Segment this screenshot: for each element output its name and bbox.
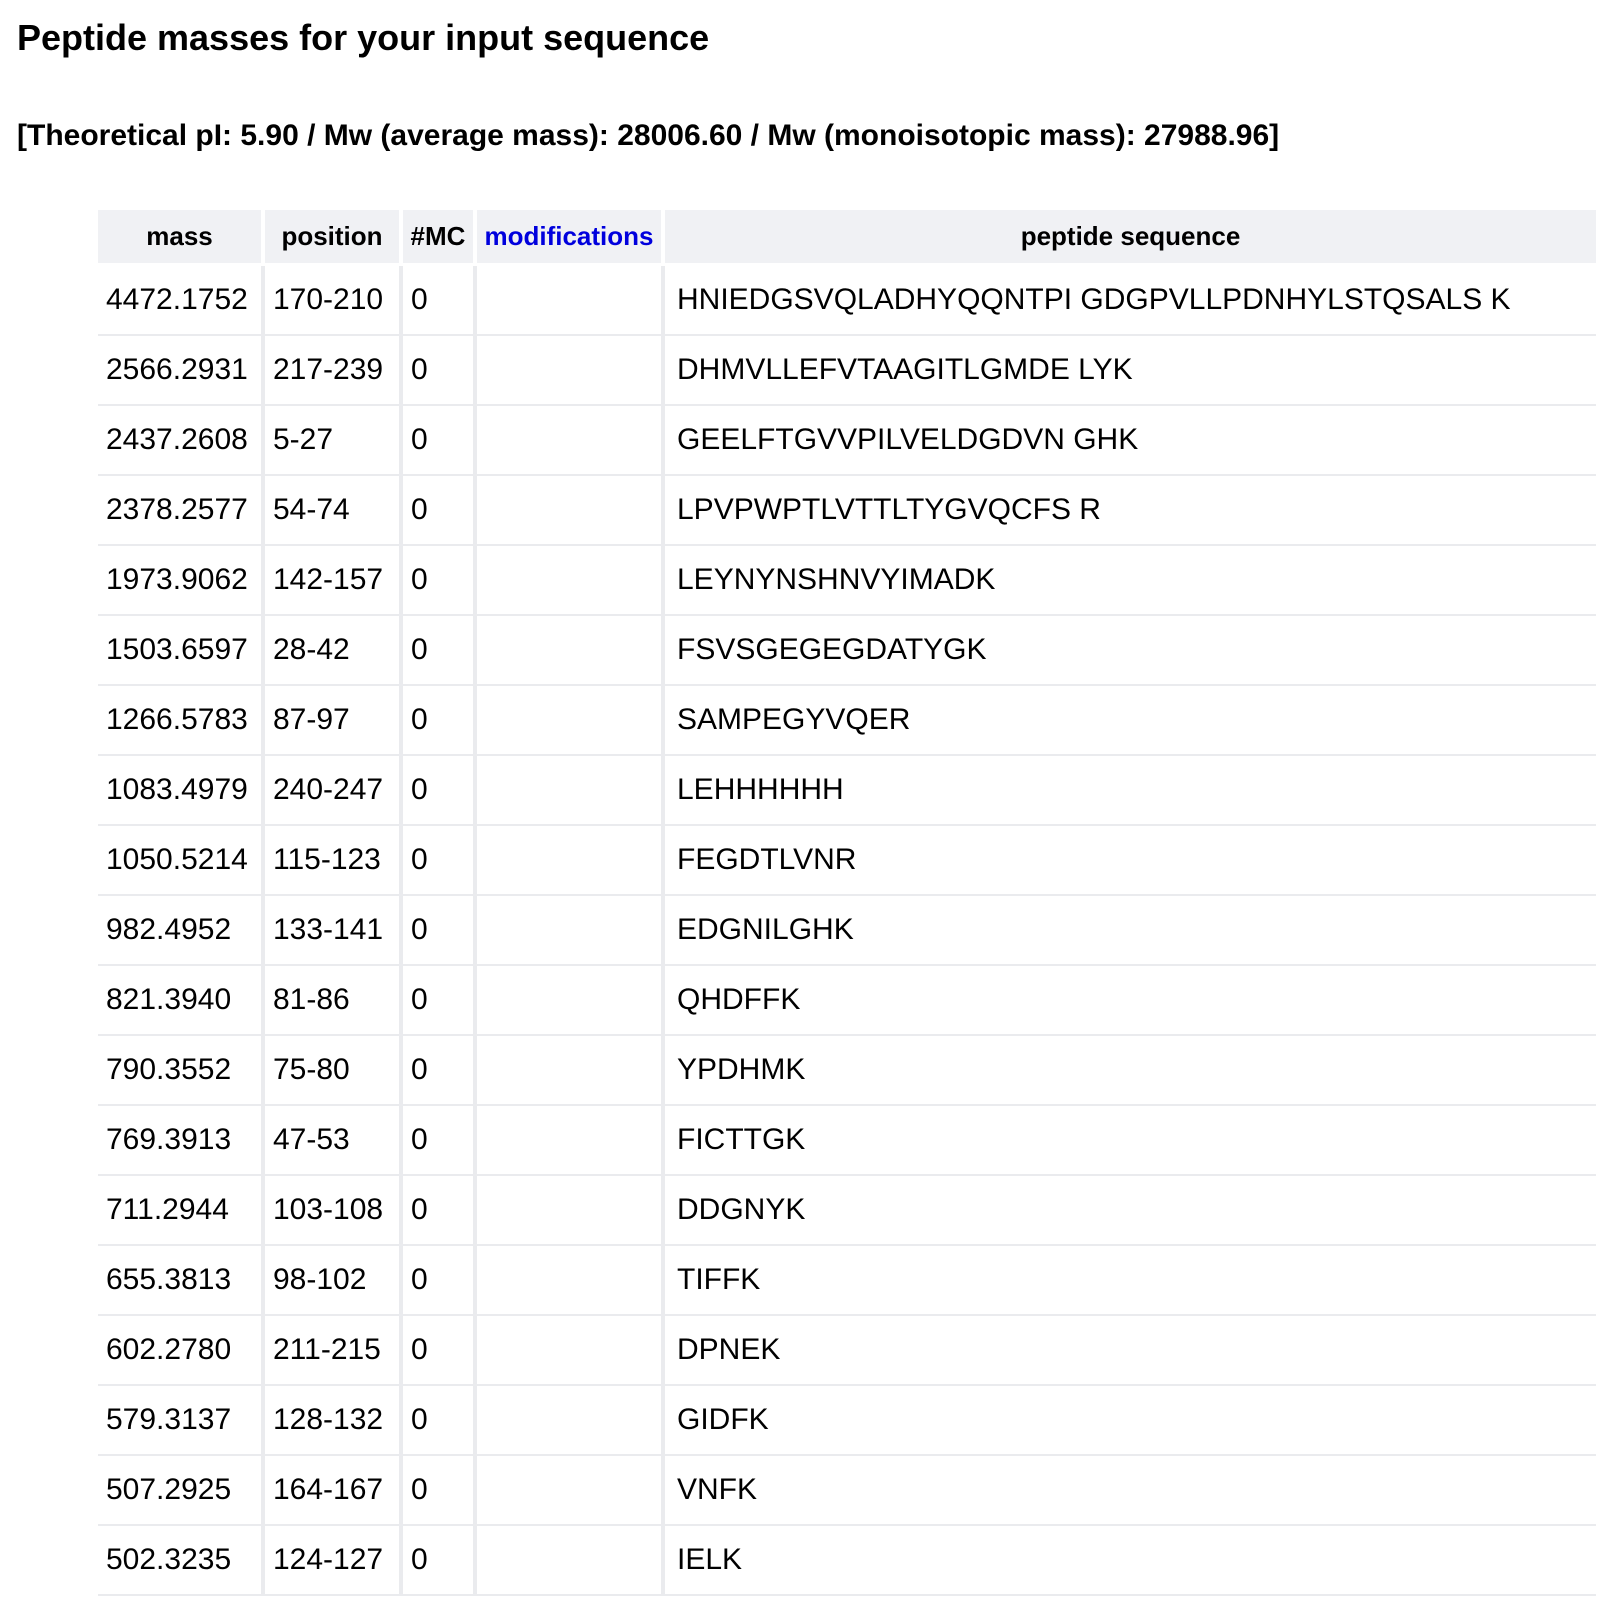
mass-cell: 1050.5214 [98, 826, 265, 896]
peptide-sequence-cell: VNFK [665, 1456, 1596, 1526]
table-row [98, 966, 1596, 1036]
modifications-cell [477, 266, 665, 336]
modifications-cell [477, 966, 665, 1036]
table-row [98, 406, 1596, 476]
header-modifications-link[interactable]: modifications [477, 210, 665, 266]
modifications-cell [477, 336, 665, 406]
position-cell: 81-86 [265, 966, 403, 1036]
peptide-sequence-cell: EDGNILGHK [665, 896, 1596, 966]
mass-cell: 790.3552 [98, 1036, 265, 1106]
modifications-cell [477, 616, 665, 686]
missed-cleavages-cell: 0 [403, 406, 477, 476]
header-mass: mass [98, 210, 265, 266]
missed-cleavages-cell: 0 [403, 336, 477, 406]
header-peptide-sequence: peptide sequence [665, 210, 1596, 266]
mass-cell: 2437.2608 [98, 406, 265, 476]
peptide-sequence-cell: LEYNYNSHNVYIMADK [665, 546, 1596, 616]
mass-cell: 655.3813 [98, 1246, 265, 1316]
mass-cell: 2566.2931 [98, 336, 265, 406]
table-header-row [98, 210, 1596, 266]
missed-cleavages-cell: 0 [403, 476, 477, 546]
missed-cleavages-cell: 0 [403, 1316, 477, 1386]
modifications-cell [477, 1246, 665, 1316]
peptide-table [98, 210, 1596, 1596]
position-cell: 47-53 [265, 1106, 403, 1176]
missed-cleavages-cell: 0 [403, 1036, 477, 1106]
mass-cell: 4472.1752 [98, 266, 265, 336]
mass-cell: 1503.6597 [98, 616, 265, 686]
position-cell: 124-127 [265, 1526, 403, 1596]
modifications-cell [477, 826, 665, 896]
position-cell: 5-27 [265, 406, 403, 476]
modifications-cell [477, 476, 665, 546]
table-body [98, 266, 1596, 1596]
table-row [98, 1316, 1596, 1386]
missed-cleavages-cell: 0 [403, 1456, 477, 1526]
modifications-cell [477, 1316, 665, 1386]
modifications-cell [477, 1526, 665, 1596]
peptide-sequence-cell: SAMPEGYVQER [665, 686, 1596, 756]
table-row [98, 1526, 1596, 1596]
mass-cell: 711.2944 [98, 1176, 265, 1246]
table-row [98, 686, 1596, 756]
modifications-cell [477, 756, 665, 826]
mass-cell: 1083.4979 [98, 756, 265, 826]
modifications-cell [477, 686, 665, 756]
position-cell: 75-80 [265, 1036, 403, 1106]
position-cell: 87-97 [265, 686, 403, 756]
position-cell: 54-74 [265, 476, 403, 546]
peptide-sequence-cell: FICTTGK [665, 1106, 1596, 1176]
mass-cell: 1973.9062 [98, 546, 265, 616]
missed-cleavages-cell: 0 [403, 616, 477, 686]
peptide-sequence-cell: DDGNYK [665, 1176, 1596, 1246]
page-title: Peptide masses for your input sequence [17, 17, 710, 58]
table-row [98, 1246, 1596, 1316]
position-cell: 103-108 [265, 1176, 403, 1246]
position-cell: 28-42 [265, 616, 403, 686]
mass-cell: 769.3913 [98, 1106, 265, 1176]
missed-cleavages-cell: 0 [403, 966, 477, 1036]
position-cell: 170-210 [265, 266, 403, 336]
missed-cleavages-cell: 0 [403, 1526, 477, 1596]
mass-cell: 2378.2577 [98, 476, 265, 546]
peptide-sequence-cell: IELK [665, 1526, 1596, 1596]
peptide-sequence-cell: TIFFK [665, 1246, 1596, 1316]
missed-cleavages-cell: 0 [403, 1246, 477, 1316]
peptide-sequence-cell: LPVPWPTLVTTLTYGVQCFS R [665, 476, 1596, 546]
missed-cleavages-cell: 0 [403, 686, 477, 756]
mass-cell: 579.3137 [98, 1386, 265, 1456]
modifications-cell [477, 1456, 665, 1526]
header-missed-cleavages: #MC [403, 210, 477, 266]
peptide-sequence-cell: FSVSGEGEGDATYGK [665, 616, 1596, 686]
position-cell: 128-132 [265, 1386, 403, 1456]
peptide-sequence-cell: DPNEK [665, 1316, 1596, 1386]
position-cell: 211-215 [265, 1316, 403, 1386]
table-row [98, 1386, 1596, 1456]
table-row [98, 756, 1596, 826]
modifications-cell [477, 1036, 665, 1106]
modifications-cell [477, 406, 665, 476]
modifications-cell [477, 1386, 665, 1456]
missed-cleavages-cell: 0 [403, 546, 477, 616]
modifications-cell [477, 546, 665, 616]
position-cell: 217-239 [265, 336, 403, 406]
peptide-sequence-cell: LEHHHHHH [665, 756, 1596, 826]
position-cell: 115-123 [265, 826, 403, 896]
peptide-sequence-cell: QHDFFK [665, 966, 1596, 1036]
table-row [98, 1036, 1596, 1106]
position-cell: 240-247 [265, 756, 403, 826]
mass-cell: 1266.5783 [98, 686, 265, 756]
position-cell: 164-167 [265, 1456, 403, 1526]
peptide-sequence-cell: GEELFTGVVPILVELDGDVN GHK [665, 406, 1596, 476]
missed-cleavages-cell: 0 [403, 756, 477, 826]
table-row [98, 1176, 1596, 1246]
mass-cell: 502.3235 [98, 1526, 265, 1596]
peptide-sequence-cell: YPDHMK [665, 1036, 1596, 1106]
table-row [98, 1106, 1596, 1176]
modifications-cell [477, 1176, 665, 1246]
peptide-sequence-cell: HNIEDGSVQLADHYQQNTPI GDGPVLLPDNHYLSTQSALS K [665, 266, 1596, 336]
mass-cell: 821.3940 [98, 966, 265, 1036]
peptide-sequence-cell: FEGDTLVNR [665, 826, 1596, 896]
header-position: position [265, 210, 403, 266]
position-cell: 133-141 [265, 896, 403, 966]
missed-cleavages-cell: 0 [403, 1386, 477, 1456]
modifications-cell [477, 1106, 665, 1176]
missed-cleavages-cell: 0 [403, 1106, 477, 1176]
mass-cell: 602.2780 [98, 1316, 265, 1386]
table-row [98, 1456, 1596, 1526]
missed-cleavages-cell: 0 [403, 826, 477, 896]
table-row [98, 546, 1596, 616]
modifications-cell [477, 896, 665, 966]
table-row [98, 826, 1596, 896]
missed-cleavages-cell: 0 [403, 896, 477, 966]
peptide-sequence-cell: GIDFK [665, 1386, 1596, 1456]
missed-cleavages-cell: 0 [403, 1176, 477, 1246]
position-cell: 98-102 [265, 1246, 403, 1316]
table-row [98, 266, 1596, 336]
table-row [98, 476, 1596, 546]
peptide-sequence-cell: DHMVLLEFVTAAGITLGMDE LYK [665, 336, 1596, 406]
table-row [98, 616, 1596, 686]
table-row [98, 336, 1596, 406]
mass-cell: 507.2925 [98, 1456, 265, 1526]
table-row [98, 896, 1596, 966]
missed-cleavages-cell: 0 [403, 266, 477, 336]
mass-cell: 982.4952 [98, 896, 265, 966]
mass-summary: [Theoretical pI: 5.90 / Mw (average mass): 28006.60 / Mw (monoisotopic mass): 27988.96] [17, 119, 1280, 152]
position-cell: 142-157 [265, 546, 403, 616]
